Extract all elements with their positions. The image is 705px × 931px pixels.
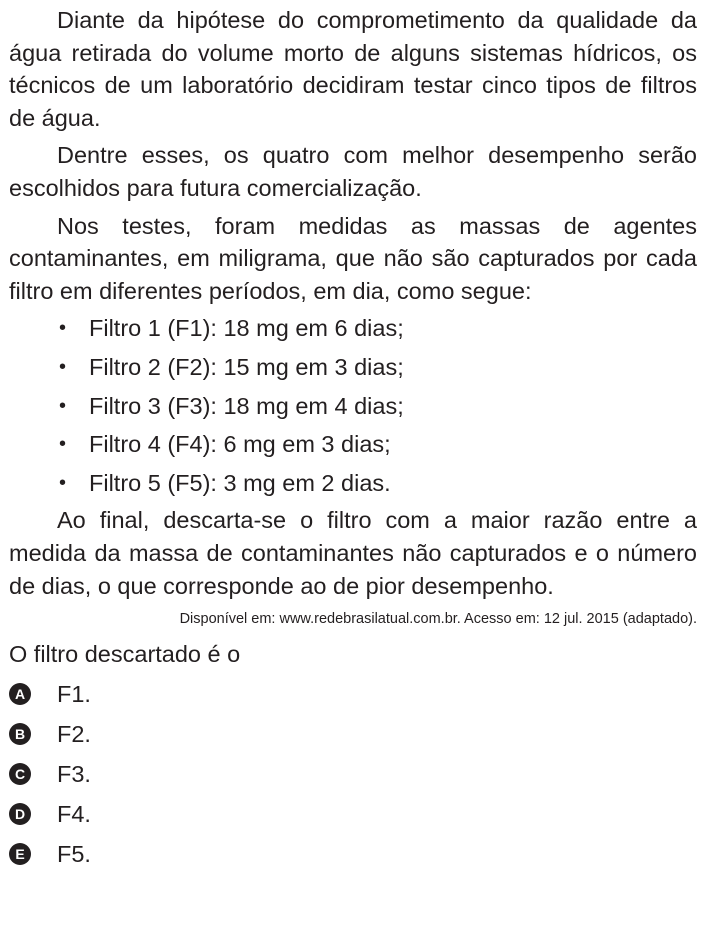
- list-item-text: Filtro 2 (F2): 15 mg em 3 dias;: [89, 353, 404, 380]
- list-item-text: Filtro 5 (F5): 3 mg em 2 dias.: [89, 469, 391, 496]
- list-item: [9, 309, 697, 348]
- option-text: F3.: [57, 760, 91, 787]
- paragraph-closing: Ao final, descarta-se o filtro com a maior razão entre a medida da massa de contaminantes não capturados e o número de dias, o que corresponde ao de pior desempenho.: [9, 507, 697, 599]
- question-stem: O filtro descartado é o: [9, 641, 241, 668]
- option-b[interactable]: [9, 714, 697, 754]
- list-item: [9, 425, 697, 464]
- bullet-icon: •: [59, 471, 67, 494]
- paragraph-tests: Nos testes, foram medidas as massas de agentes contaminantes, em miligrama, que não são capturados por cada filtro em diferentes períodos, em dia, como segue:: [9, 212, 697, 304]
- bullet-icon: •: [59, 394, 67, 417]
- list-item: [9, 464, 697, 503]
- answer-options: [9, 674, 697, 874]
- option-e[interactable]: [9, 834, 697, 874]
- bullet-icon: •: [59, 317, 67, 340]
- list-item: [9, 348, 697, 387]
- option-a[interactable]: [9, 674, 697, 714]
- letter-e-badge-icon: E: [9, 843, 31, 865]
- option-text: F1.: [57, 680, 91, 707]
- letter-a-badge-icon: A: [9, 683, 31, 705]
- bullet-icon: •: [59, 433, 67, 456]
- letter-d-badge-icon: D: [9, 803, 31, 825]
- list-item: [9, 387, 697, 426]
- filter-list: [9, 309, 697, 502]
- option-text: F4.: [57, 800, 91, 827]
- letter-c-badge-icon: C: [9, 763, 31, 785]
- list-item-text: Filtro 3 (F3): 18 mg em 4 dias;: [89, 392, 404, 419]
- option-text: F5.: [57, 840, 91, 867]
- list-item-text: Filtro 1 (F1): 18 mg em 6 dias;: [89, 315, 404, 342]
- paragraph-intro: Diante da hipótese do comprometimento da qualidade da água retirada do volume morto de alguns sistemas hídricos, os técnicos de um laboratório decidiram testar cinco tipos de filtros de água.: [9, 7, 697, 131]
- option-d[interactable]: [9, 794, 697, 834]
- letter-b-badge-icon: B: [9, 723, 31, 745]
- option-text: F2.: [57, 720, 91, 747]
- list-item-text: Filtro 4 (F4): 6 mg em 3 dias;: [89, 431, 391, 458]
- bullet-icon: •: [59, 355, 67, 378]
- paragraph-selection: Dentre esses, os quatro com melhor desempenho serão escolhidos para futura comercialização.: [9, 142, 697, 201]
- source-citation: Disponível em: www.redebrasilatual.com.br. Acesso em: 12 jul. 2015 (adaptado).: [179, 611, 697, 628]
- option-c[interactable]: [9, 754, 697, 794]
